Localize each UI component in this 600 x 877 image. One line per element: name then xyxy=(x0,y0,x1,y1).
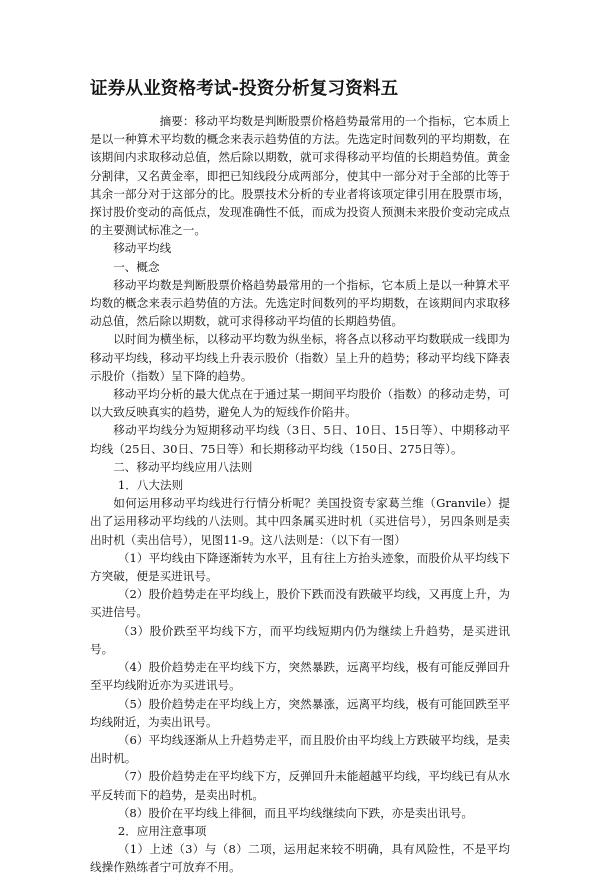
rule-item: （4）股价趋势走在平均线下方，突然暴跌，远离平均线，极有可能反弹回升至平均线附近亦为买进讯号。 xyxy=(90,660,510,693)
rule-item: （2）股价趋势走在平均线上，股价下跌而没有跌破平均线，又再度上升，为买进信号。 xyxy=(90,587,510,620)
abstract-paragraph: 摘要：移动平均数是判断股票价格趋势最常用的一个指标，它本质上是以一种算术平均数的概念来表示趋势值的方法。先选定时间数列的平均期数，在该期间内求取移动总值，然后除以期数，就可求得移动平均值的长期趋势值。黄金分割律，又名黄金率，即把已知线段分成两部分，使其中一部分对于全部的比等于其余一部分对于这部分的比。股票技术分析的专业者将该项定律引用在股票市场，探讨股价变动的高低点，发现准确性不低，而成为投资人预测未来股价变动完成点的主要测试标准之一。 xyxy=(90,114,510,238)
body-paragraph: 移动平均线分为短期移动平均线（3日、5日、10日、15日等）、中期移动平均线（25日、30日、75日等）和长期移动平均线（150日、275日等）。 xyxy=(90,423,510,456)
body-paragraph: 如何运用移动平均线进行行情分析呢？美国投资专家葛兰维（Granvile）提出了运用移动平均线的八法则。其中四条属买进时机（买进信号），另四条则是卖出时机（卖出信号），见图11-9。这八法则是：（以下有一图） xyxy=(90,496,510,547)
body-paragraph: 以时间为横坐标，以移动平均数为纵坐标，将各点以移动平均数联成一线即为移动平均线，移动平均线上升表示股价（指数）呈上升的趋势；移动平均线下降表示股价（指数）呈下降的趋势。 xyxy=(90,332,510,383)
section-heading-eight-rules: 二、移动平均线应用八法则 xyxy=(113,459,253,474)
body-paragraph: 移动平均分析的最大优点在于通过某一期间平均股价（指数）的移动走势，可以大致反映真实的趋势，避免人为的短线作价陷井。 xyxy=(90,387,510,420)
subsection-heading-rules: 1．八大法则 xyxy=(117,478,184,493)
rule-item: （6）平均线逐渐从上升趋势走平，而且股价由平均线上方跌破平均线，是卖出时机。 xyxy=(90,732,510,766)
body-paragraph: 移动平均数是判断股票价格趋势最常用的一个指标，它本质上是以一种算术平均数的概念来表示趋势值的方法。先选定时间数列的平均期数，在该期间内求取移动总值，然后除以期数，就可求得移动平均值的长期趋势值。 xyxy=(90,277,510,329)
rule-item: （8）股价在平均线上徘徊，而且平均线继续向下跌，亦是卖出讯号。 xyxy=(117,805,474,820)
subsection-heading-notes: 2．应用注意事项 xyxy=(117,823,207,838)
document-title: 证券从业资格考试-投资分析复习资料五 xyxy=(90,79,399,99)
section-heading-concept: 一、概念 xyxy=(113,259,160,274)
rule-item: （7）股价趋势走在平均线下方，反弹回升未能超越平均线，平均线已有从水平反转而下的趋势，是卖出时机。 xyxy=(90,769,510,802)
rule-item: （3）股价跌至平均线下方，而平均线短期内仍为继续上升趋势，是买进讯号。 xyxy=(90,623,510,656)
rule-item: （1）平均线由下降逐渐转为水平，且有往上方抬头迹象，而股价从平均线下方突破，便是买进讯号。 xyxy=(90,550,510,584)
note-item: （1）上述（3）与（8）二项，运用起来较不明确，具有风险性，不是平均线操作熟练者宁可放弃不用。 xyxy=(90,842,510,875)
rule-item: （5）股价趋势走在平均线上方，突然暴涨，远离平均线，极有可能回跌至平均线附近，为卖出讯号。 xyxy=(90,696,510,729)
document-page xyxy=(90,78,510,877)
section-heading-moving-average: 移动平均线 xyxy=(113,241,172,256)
